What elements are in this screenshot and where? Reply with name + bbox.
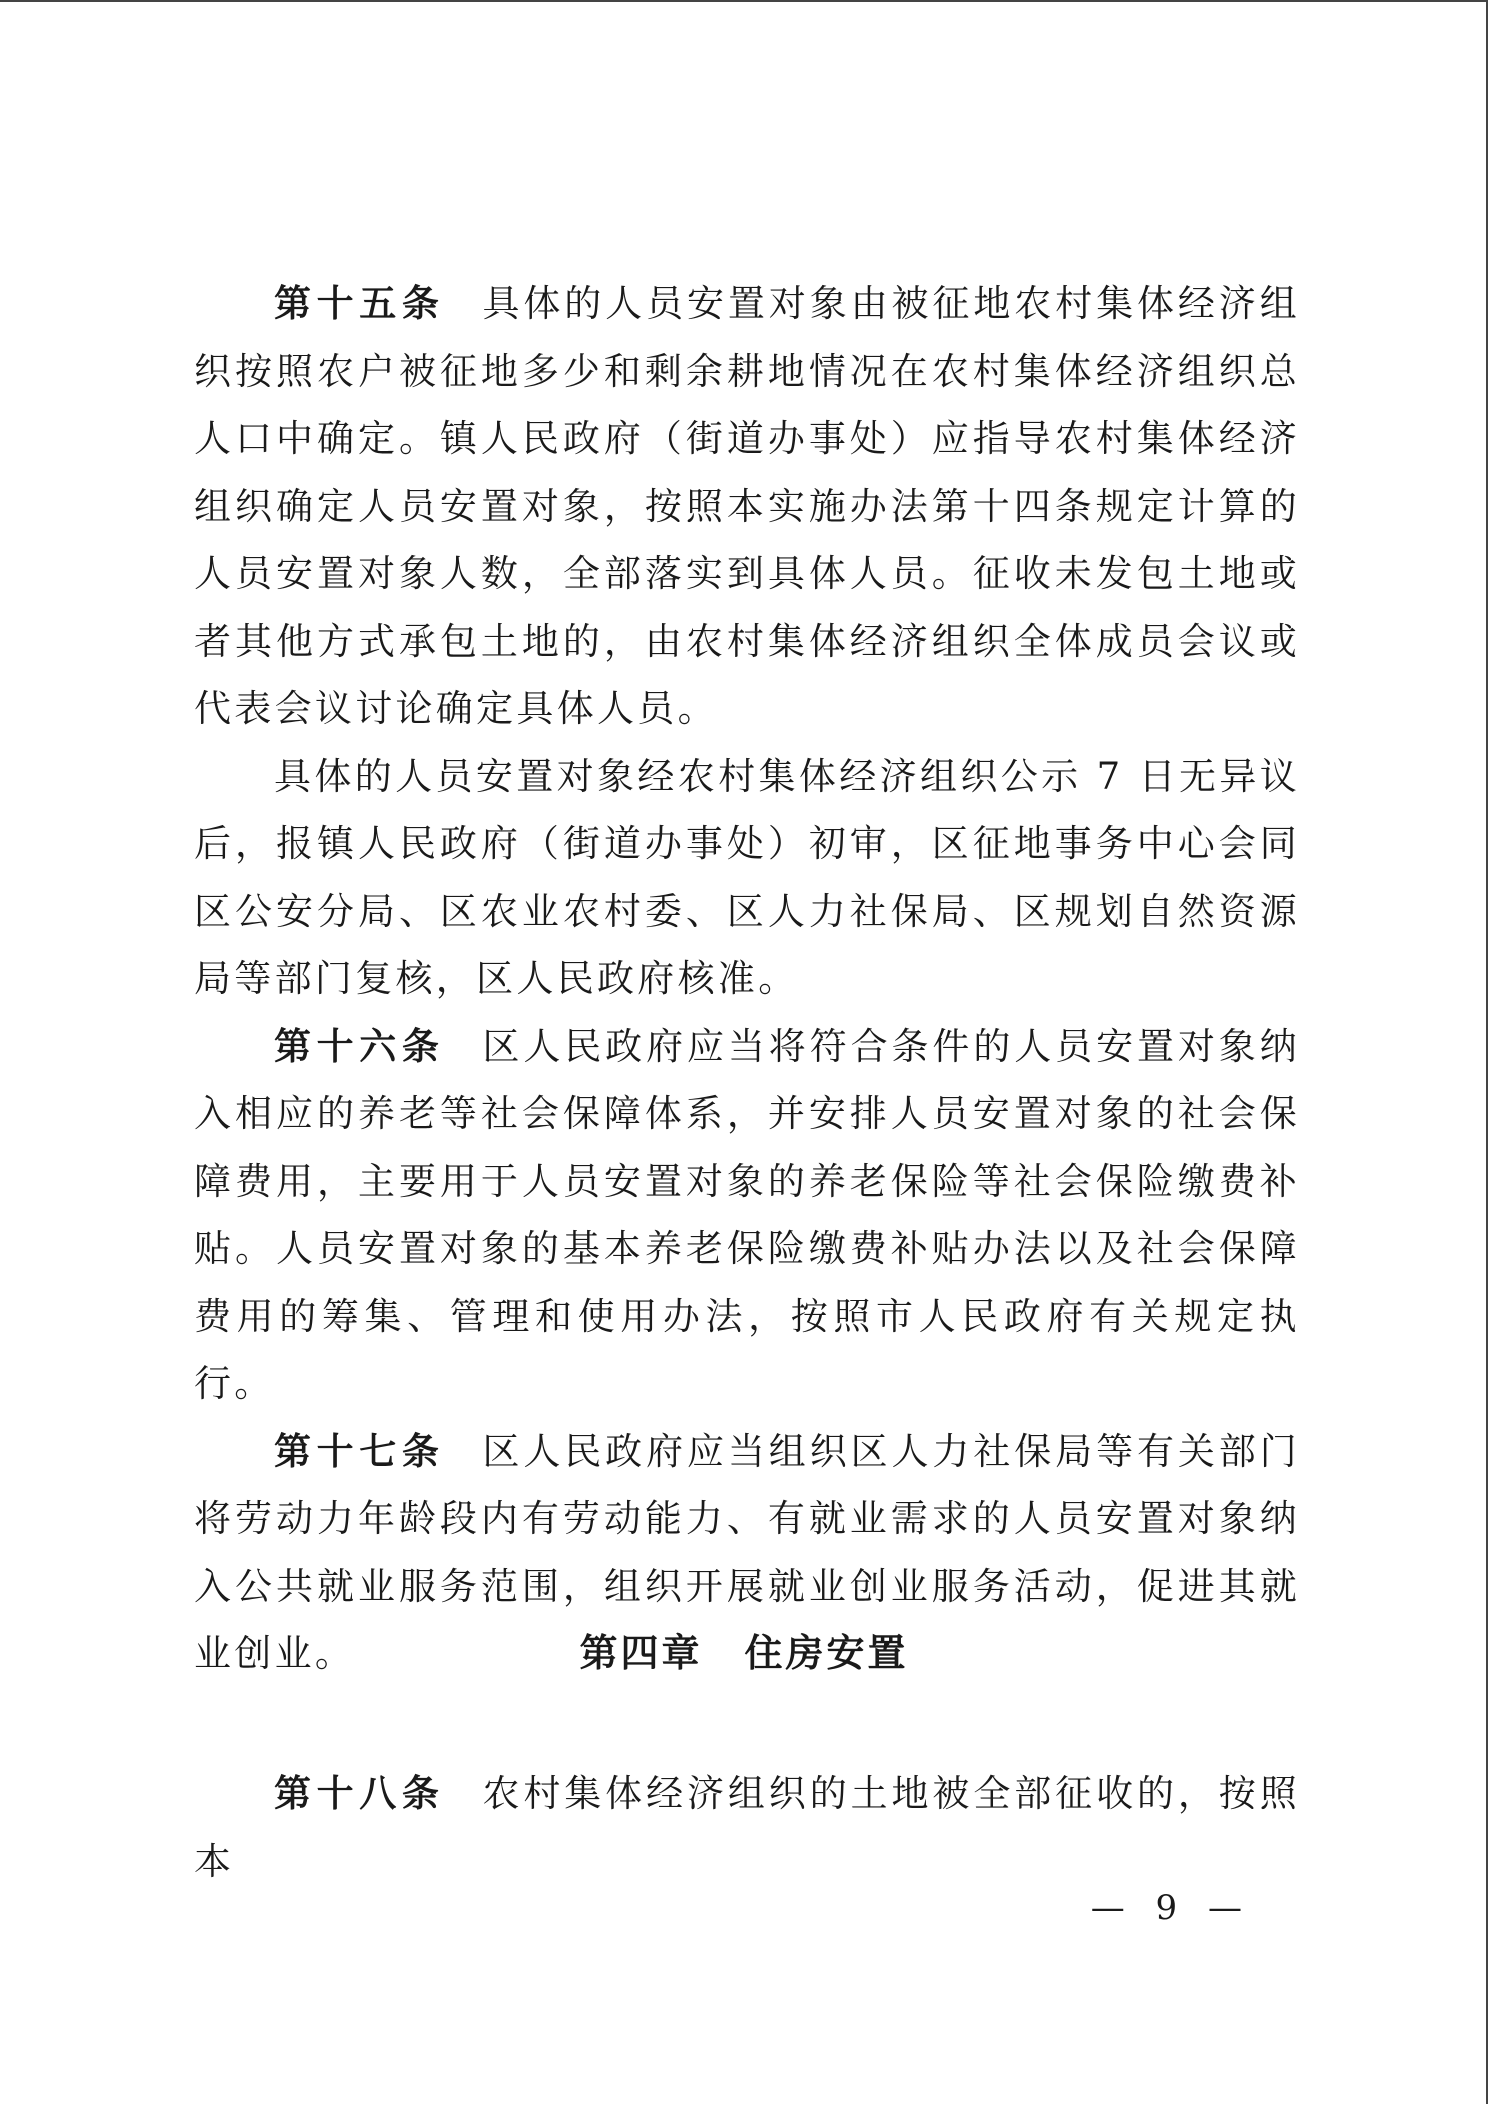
page-top-border [0, 0, 1488, 2]
article-17-text: 区人民政府应当组织区人力社保局等有关部门将劳动力年龄段内有劳动能力、有就业需求的人员安置对象纳入公共就业服务范围，组织开展就业创业服务活动，促进其就业创业。 [194, 1429, 1301, 1675]
chapter-number: 第四章 [579, 1631, 703, 1675]
article-15-paragraph-2 [194, 743, 1300, 1013]
page-number: — 9 — [1090, 1888, 1252, 1928]
article-15-paragraph [194, 270, 1300, 743]
document-body [194, 270, 1300, 1688]
article-15-label: 第十五条 [274, 282, 445, 325]
article-18-text: 农村集体经济组织的土地被全部征收的，按照本 [194, 1772, 1301, 1883]
article-16-paragraph [194, 1013, 1300, 1418]
article-18-paragraph [194, 1760, 1300, 1895]
article-15-text: 具体的人员安置对象由被征地农村集体经济组织按照农户被征地多少和剩余耕地情况在农村集体经济组织总人口中确定。镇人民政府（街道办事处）应指导农村集体经济组织确定人员安置对象，按照本实施办法第十四条规定计算的人员安置对象人数，全部落实到具体人员。征收未发包土地或者其他方式承包土地的，由农村集体经济组织全体成员会议或代表会议讨论确定具体人员。 [194, 282, 1301, 730]
article-15-text-2: 具体的人员安置对象经农村集体经济组织公示 7 日无异议后，报镇人民政府（街道办事处）初审，区征地事务中心会同区公安分局、区农业农村委、区人力社保局、区规划自然资源局等部门复核，区人民政府核准。 [194, 754, 1300, 1000]
article-16-label: 第十六条 [274, 1024, 445, 1068]
article-17-label: 第十七条 [274, 1429, 445, 1473]
article-18-label: 第十八条 [274, 1772, 445, 1815]
article-16-text: 区人民政府应当将符合条件的人员安置对象纳入相应的养老等社会保障体系，并安排人员安置对象的社会保障费用，主要用于人员安置对象的养老保险等社会保险缴费补贴。人员安置对象的基本养老保险缴费补贴办法以及社会保障费用的筹集、管理和使用办法，按照市人民政府有关规定执行。 [194, 1024, 1301, 1405]
chapter-heading [0, 1622, 1488, 1677]
chapter-title: 住房安置 [744, 1631, 909, 1675]
article-18-block [194, 1760, 1300, 1895]
